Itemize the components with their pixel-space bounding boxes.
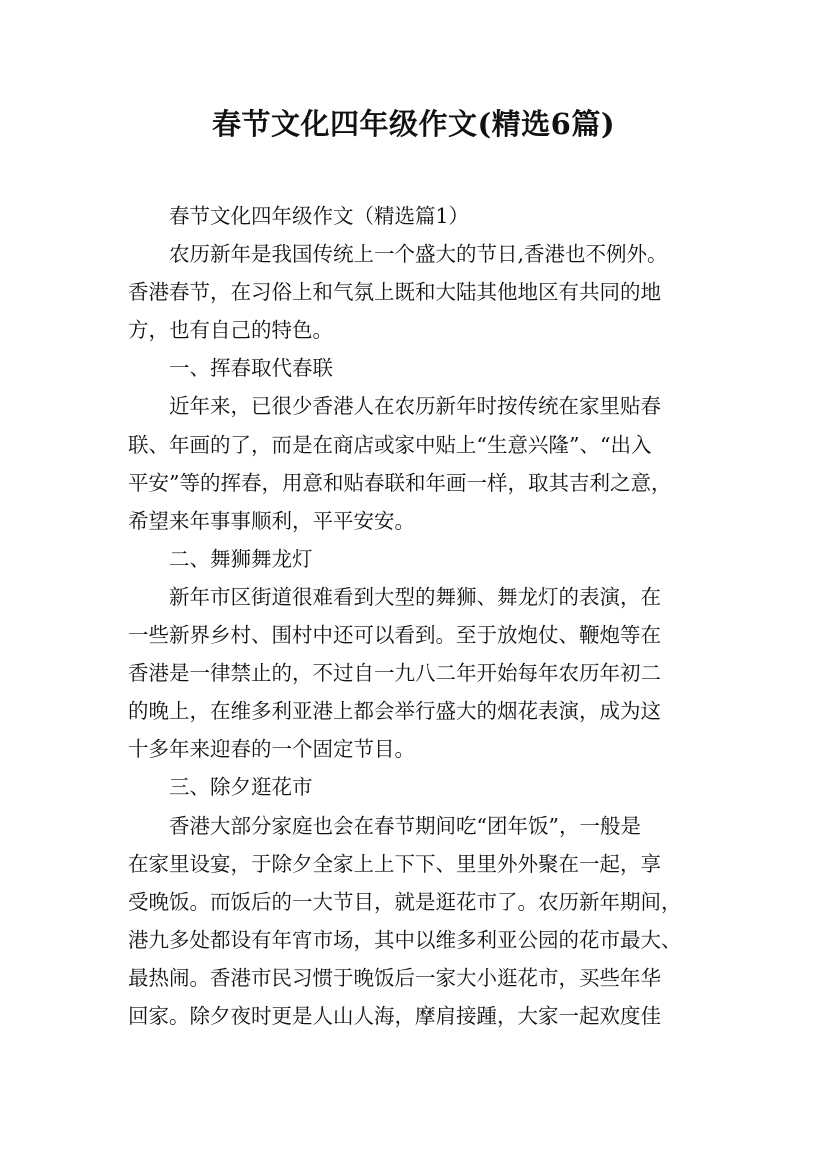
paragraph-line: 平安”等的挥春，用意和贴春联和年画一样，取其吉利之意， xyxy=(128,470,672,495)
paragraph-line: 港九多处都设有年宵市场，其中以维多利亚公园的花市最大、 xyxy=(128,927,682,952)
paragraph-line: 新年市区街道很难看到大型的舞狮、舞龙灯的表演，在 xyxy=(169,584,661,609)
paragraph-line: 一些新界乡村、围村中还可以看到。至于放炮仗、鞭炮等在 xyxy=(128,623,661,648)
paragraph-line: 香港春节，在习俗上和气氛上既和大陆其他地区有共同的地 xyxy=(128,280,661,305)
document-body xyxy=(128,197,704,1035)
paragraph-line: 回家。除夕夜时更是人山人海，摩肩接踵，大家一起欢度佳 xyxy=(128,1003,661,1028)
paragraph-line: 十多年来迎春的一个固定节目。 xyxy=(128,737,415,762)
section-heading: 二、舞狮舞龙灯 xyxy=(169,546,313,571)
paragraph-line: 最热闹。香港市民习惯于晚饭后一家大小逛花市，买些年华 xyxy=(128,965,661,990)
section-heading: 三、除夕逛花市 xyxy=(169,775,313,800)
paragraph-line: 香港大部分家庭也会在春节期间吃“团年饭”，一般是 xyxy=(169,813,641,838)
section-heading: 春节文化四年级作文（精选篇1） xyxy=(169,204,470,228)
document-title: 春节文化四年级作文(精选6篇) xyxy=(211,107,616,141)
paragraph-line: 受晚饭。而饭后的一大节目，就是逛花市了。农历新年期间， xyxy=(128,889,682,914)
paragraph-line: 近年来，已很少香港人在农历新年时按传统在家里贴春 xyxy=(169,394,661,419)
paragraph-line: 方，也有自己的特色。 xyxy=(128,318,333,343)
paragraph-line: 联、年画的了，而是在商店或家中贴上“生意兴隆”、“出入 xyxy=(128,432,652,457)
paragraph-line: 希望来年事事顺利，平平安安。 xyxy=(128,508,415,533)
paragraph-line: 农历新年是我国传统上一个盛大的节日,香港也不例外。 xyxy=(169,242,668,267)
paragraph-line: 的晚上，在维多利亚港上都会举行盛大的烟花表演，成为这 xyxy=(128,699,661,724)
section-heading: 一、挥春取代春联 xyxy=(169,356,333,381)
paragraph-line: 在家里设宴，于除夕全家上上下下、里里外外聚在一起，享 xyxy=(128,851,661,876)
paragraph-line: 香港是一律禁止的，不过自一九八二年开始每年农历年初二 xyxy=(128,661,661,686)
